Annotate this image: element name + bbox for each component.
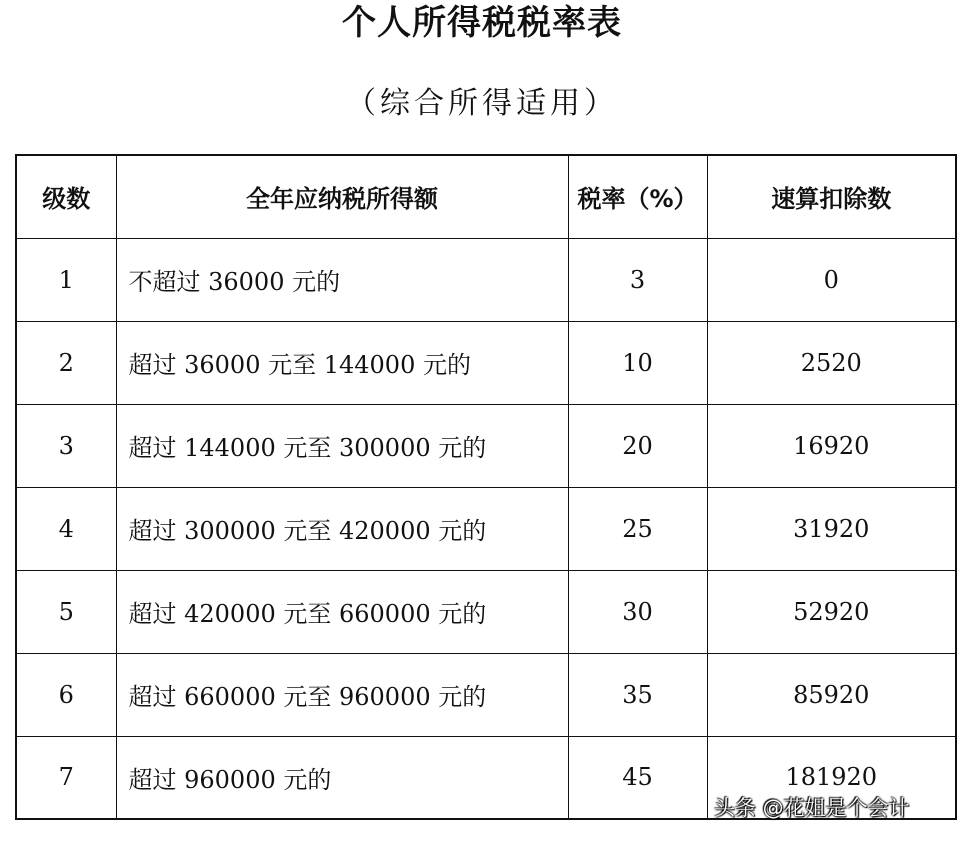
cell-level: 6 xyxy=(16,653,116,736)
cell-income-range: 不超过 36000 元的 xyxy=(116,238,568,321)
cell-income-range: 超过 960000 元的 xyxy=(116,736,568,819)
cell-rate: 35 xyxy=(568,653,707,736)
watermark: 头条 @花姐是个会计 xyxy=(714,796,910,820)
cell-level: 2 xyxy=(16,321,116,404)
cell-level: 5 xyxy=(16,570,116,653)
cell-income-range: 超过 144000 元至 300000 元的 xyxy=(116,404,568,487)
cell-rate: 10 xyxy=(568,321,707,404)
cell-deduction: 16920 xyxy=(707,404,956,487)
cell-deduction: 85920 xyxy=(707,653,956,736)
cell-income-range: 超过 36000 元至 144000 元的 xyxy=(116,321,568,404)
header-quick-deduction: 速算扣除数 xyxy=(707,155,956,238)
cell-deduction: 31920 xyxy=(707,487,956,570)
cell-deduction: 2520 xyxy=(707,321,956,404)
page-subtitle: （综合所得适用） xyxy=(346,86,618,121)
cell-level: 1 xyxy=(16,238,116,321)
table-row xyxy=(16,487,956,570)
page-title: 个人所得税税率表 xyxy=(342,3,622,43)
cell-deduction: 181920 xyxy=(707,736,956,819)
table-row xyxy=(16,570,956,653)
cell-rate: 20 xyxy=(568,404,707,487)
cell-rate: 25 xyxy=(568,487,707,570)
cell-income-range: 超过 420000 元至 660000 元的 xyxy=(116,570,568,653)
header-level: 级数 xyxy=(16,155,116,238)
cell-income-range: 超过 300000 元至 420000 元的 xyxy=(116,487,568,570)
cell-income-range: 超过 660000 元至 960000 元的 xyxy=(116,653,568,736)
cell-deduction: 52920 xyxy=(707,570,956,653)
cell-level: 3 xyxy=(16,404,116,487)
table-row xyxy=(16,653,956,736)
header-taxable-income: 全年应纳税所得额 xyxy=(116,155,568,238)
header-tax-rate: 税率（%） xyxy=(568,155,707,238)
table-row xyxy=(16,404,956,487)
cell-level: 7 xyxy=(16,736,116,819)
cell-level: 4 xyxy=(16,487,116,570)
table-header-row xyxy=(16,155,956,238)
cell-rate: 3 xyxy=(568,238,707,321)
cell-deduction: 0 xyxy=(707,238,956,321)
table-row xyxy=(16,238,956,321)
table-row xyxy=(16,321,956,404)
tax-rate-table xyxy=(15,154,957,820)
cell-rate: 30 xyxy=(568,570,707,653)
cell-rate: 45 xyxy=(568,736,707,819)
